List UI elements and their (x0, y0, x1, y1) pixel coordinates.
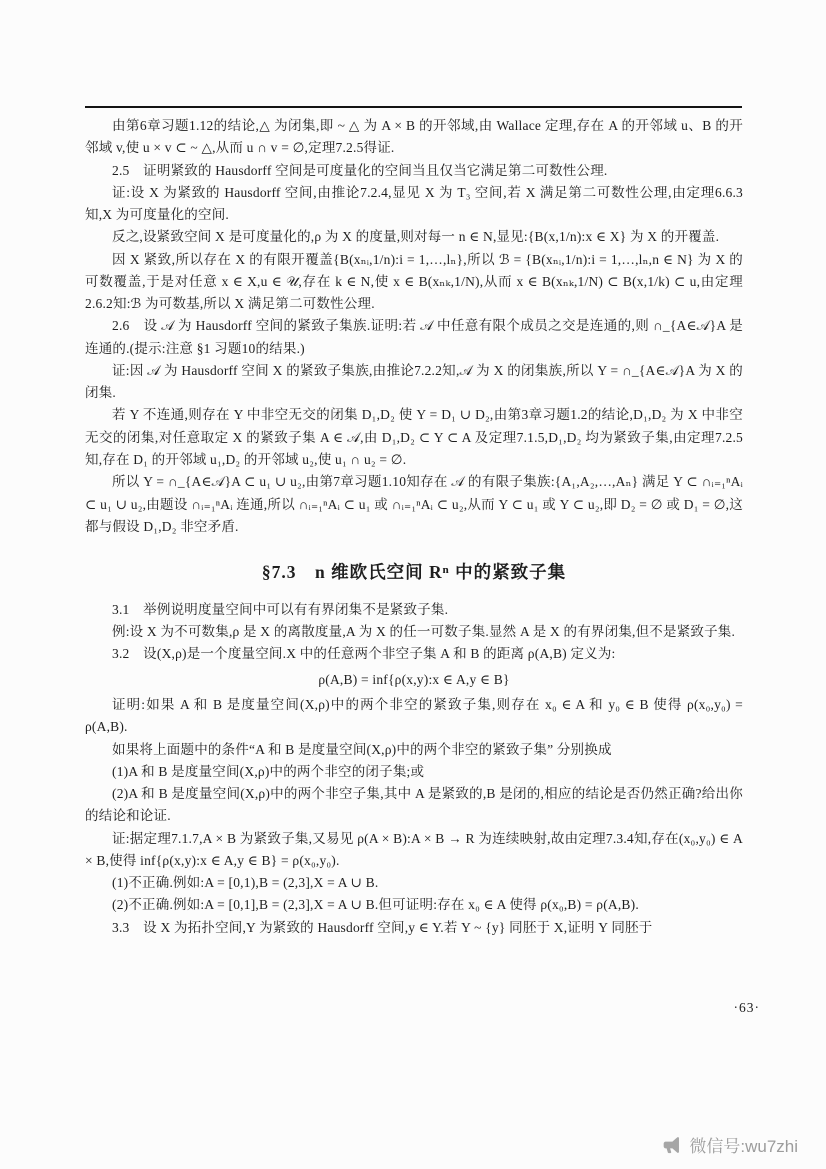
top-rule (85, 106, 742, 108)
page-content (85, 115, 743, 939)
paragraph: 如果将上面题中的条件“A 和 B 是度量空间(X,ρ)中的两个非空的紧致子集” 分别换成 (112, 741, 612, 757)
paragraph: 例:设 X 为不可数集,ρ 是 X 的离散度量,A 为 X 的任一可数子集.显然 A 是 X 的有界闭集,但不是紧致子集. (112, 624, 736, 640)
paragraph: 由第6章习题1.12的结论,△ 为闭集,即 ~ △ 为 A × B 的开邻域,由 Wallace 定理,存在 A 的开邻域 u、B 的开邻域 v,使 u × v ⊂ ~ △,从而 u ∩ v = ∅,定理7.2.5得证. (85, 118, 743, 156)
paragraph: (1)不正确.例如:A = [0,1),B = (2,3],X = A ∪ B. (112, 875, 379, 891)
paragraph: 所以 Y = ∩_{A∈𝒜}A ⊂ u₁ ∪ u₂,由第7章习题1.10知存在 𝒜 的有限子集族:{A₁,A₂,…,Aₙ} 满足 Y ⊂ ∩ᵢ₌₁ⁿAᵢ ⊂ u₁ ∪ u₂,由题设 ∩ᵢ₌₁ⁿAᵢ 连通,所以 ∩ᵢ₌₁ⁿAᵢ ⊂ u₁ 或 ∩ᵢ₌₁ⁿAᵢ ⊂ u₂,从而 Y ⊂ u₁ 或 Y ⊂ u₂,即 D₂ = ∅ 或 D₁ = ∅,这都与假设 D₁,D₂ 非空矛盾. (85, 474, 743, 534)
page-number: ·63· (733, 1000, 760, 1015)
paragraph: (2)A 和 B 是度量空间(X,ρ)中的两个非空子集,其中 A 是紧致的,B 是闭的,相应的结论是否仍然正确?给出你的结论和论证. (85, 786, 743, 824)
watermark (660, 1132, 798, 1157)
paragraph: 若 Y 不连通,则存在 Y 中非空无交的闭集 D₁,D₂ 使 Y = D₁ ∪ D₂,由第3章习题1.2的结论,D₁,D₂ 为 X 中非空无交的闭集,对任意取定 X 的紧致子集 A ∈ 𝒜,由 D₁,D₂ ⊂ Y ⊂ A 及定理7.1.5,D₁,D₂ 均为紧致子集,由定理7.2.5知,存在 D₁ 的开邻域 u₁,D₂ 的开邻域 u₂,使 u₁ ∩ u₂ = ∅. (85, 407, 743, 467)
paragraph: 因 X 紧致,所以存在 X 的有限开覆盖{B(xₙᵢ,1/n):i = 1,…,lₙ},所以 ℬ = {B(xₙᵢ,1/n):i = 1,…,lₙ,n ∈ N} 为 X 的可数覆盖,于是对任意 x ∈ X,u ∈ 𝒰,存在 k ∈ N,使 x ∈ B(xₙₖ,1/N),从而 x ∈ B(xₙₖ,1/N) ⊂ B(x,1/k) ⊂ u,由定理2.6.2知:ℬ 为可数基,所以 X 满足第二可数性公理. (85, 251, 743, 312)
paragraph: 2.6 设 𝒜 为 Hausdorff 空间的紧致子集族.证明:若 𝒜 中任意有限个成员之交是连通的,则 ∩_{A∈𝒜}A 是连通的.(提示:注意 §1 习题10的结果.) (85, 318, 743, 356)
section-heading: §7.3 n 维欧氏空间 Rⁿ 中的紧致子集 (261, 562, 567, 583)
paragraph: 3.3 设 X 为拓扑空间,Y 为紧致的 Hausdorff 空间,y ∈ Y.若 Y ~ {y} 同胚于 X,证明 Y 同胚于 (112, 919, 653, 935)
paragraph: 3.1 举例说明度量空间中可以有有界闭集不是紧致子集. (112, 601, 449, 617)
paragraph: (1)A 和 B 是度量空间(X,ρ)中的两个非空的闭子集;或 (112, 763, 425, 779)
paragraph: 证明:如果 A 和 B 是度量空间(X,ρ)中的两个非空的紧致子集,则存在 x₀ ∈ A 和 y₀ ∈ B 使得 ρ(x₀,y₀) = ρ(A,B). (85, 696, 743, 735)
watermark-text: 微信号:wu7zhi (689, 1137, 798, 1156)
paragraph: 证:设 X 为紧致的 Hausdorff 空间,由推论7.2.4,显见 X 为 T₃ 空间,若 X 满足第二可数性公理,由定理6.6.3知,X 为可度量化的空间. (85, 184, 743, 223)
paragraph: 证:因 𝒜 为 Hausdorff 空间 X 的紧致子集族,由推论7.2.2知,𝒜 为 X 的闭集族,所以 Y = ∩_{A∈𝒜}A 为 X 的闭集. (85, 362, 744, 401)
formula: ρ(A,B) = inf{ρ(x,y):x ∈ A,y ∈ B} (318, 671, 510, 687)
paragraph: 3.2 设(X,ρ)是一个度量空间.X 中的任意两个非空子集 A 和 B 的距离 ρ(A,B) 定义为: (112, 646, 616, 662)
paragraph: 证:据定理7.1.7,A × B 为紧致子集,又易见 ρ(A × B):A × B → R 为连续映射,故由定理7.3.4知,存在(x₀,y₀) ∈ A × B,使得 inf{ρ(x,y):x ∈ A,y ∈ B} = ρ(x₀,y₀). (85, 830, 743, 868)
paragraph: 反之,设紧致空间 X 是可度量化的,ρ 为 X 的度量,则对每一 n ∈ N,显见:{B(x,1/n):x ∈ X} 为 X 的开覆盖. (112, 229, 720, 245)
paragraph: (2)不正确.例如:A = [0,1],B = (2,3],X = A ∪ B.但可证明:存在 x₀ ∈ A 使得 ρ(x₀,B) = ρ(A,B). (112, 897, 639, 913)
paragraph: 2.5 证明紧致的 Hausdorff 空间是可度量化的空间当且仅当它满足第二可数性公理. (112, 162, 608, 178)
megaphone-icon (660, 1134, 682, 1156)
